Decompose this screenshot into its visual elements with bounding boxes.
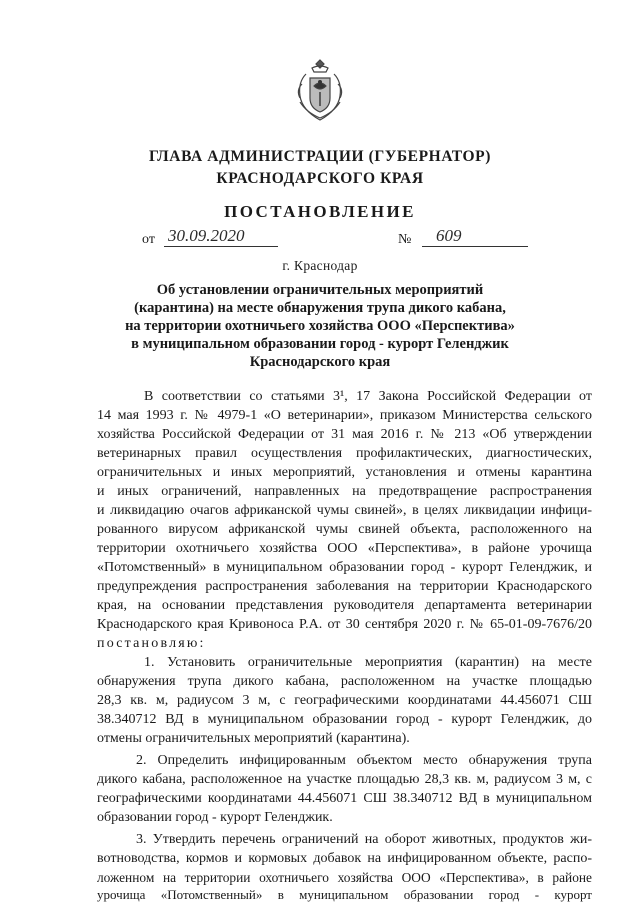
- body-line: дикого кабана, расположенное на участке площадью 28,3 кв. м, радиусом 3 м, с: [97, 772, 592, 787]
- body-line: обнаружения трупа дикого кабана, расположенном на участке площадью: [97, 674, 592, 689]
- body-line: отмены ограничительных мероприятий (карантина).: [97, 731, 410, 746]
- body-line: ограничительных и иных мероприятий, установления и отмены карантина: [97, 465, 592, 480]
- coat-of-arms-icon: [292, 56, 348, 124]
- date-value: 30.09.2020: [164, 226, 278, 247]
- title-line: Об установлении ограничительных мероприятий: [156, 282, 484, 298]
- body-line: территории охотничьего хозяйства ООО «Перспектива», в районе урочища: [97, 541, 592, 556]
- body-line: 14 мая 1993 г. № 4979-1 «О ветеринарии», приказом Министерства сельского: [97, 408, 592, 423]
- title-line: (карантина) на месте обнаружения трупа дикого кабана,: [134, 300, 506, 316]
- body-line: и ликвидацию очагов африканской чумы свиней», в целях ликвидации инфици-: [97, 503, 592, 518]
- title-line: Краснодарского края: [249, 354, 391, 370]
- body-line: Краснодарского края Кривоноса Р.А. от 30 сентября 2020 г. № 65-01-09-7676/20: [97, 617, 592, 632]
- date-label: от: [142, 232, 155, 247]
- body-line: и иных ограничений, направленных на предотвращение распространения: [97, 484, 592, 499]
- body-line: края, на основании представления руководителя департамента ветеринарии: [97, 598, 592, 613]
- document-type: ПОСТАНОВЛЕНИЕ: [224, 202, 416, 221]
- body-line: ветеринарных правил осуществления профилактических, диагностических,: [97, 446, 592, 461]
- issuer-title: ГЛАВА АДМИНИСТРАЦИИ (ГУБЕРНАТОР): [149, 148, 491, 165]
- body-line: вотноводства, кормов и кормовых добавок на инфицированном объекте, распо-: [97, 851, 592, 866]
- body-line: 38.340712 ВД в муниципальном образовании город - курорт Геленджик, до: [97, 712, 592, 727]
- body-line: предупреждения распространения заболевания на территории Краснодарского: [97, 579, 592, 594]
- body-line: образовании город - курорт Геленджик.: [97, 810, 333, 825]
- city: г. Краснодар: [282, 258, 358, 273]
- number-value: 609: [422, 226, 528, 247]
- body-line: географическими координатами 44.456071 СШ 38.340712 ВД в муниципальном: [97, 791, 592, 806]
- number-label: №: [398, 232, 412, 247]
- body-line: рованного вирусом африканской чумы свиней объекта, расположенного на: [97, 522, 592, 537]
- body-line: 28,3 кв. м, радиусом 3 м, с географическими координатами 44.456071 СШ: [97, 693, 592, 708]
- body-line: В соответствии со статьями 3¹, 17 Закона Российской Федерации от: [144, 389, 592, 404]
- body-line: «Потомственный» в муниципальном образовании город - курорт Геленджик, и: [97, 560, 592, 575]
- body-line: урочища «Потомственный» в муниципальном образовании город - курорт: [97, 887, 592, 902]
- body-line: хозяйства Российской Федерации от 31 мая 2016 г. № 213 «Об утверждении: [97, 427, 592, 442]
- resolution-word: постановляю:: [97, 636, 206, 651]
- body-line: 1. Установить ограничительные мероприятия (карантин) на месте: [144, 655, 592, 670]
- body-line: ложенном на территории охотничьего хозяйства ООО «Перспектива», в районе: [97, 870, 592, 885]
- body-line: 3. Утвердить перечень ограничений на оборот животных, продуктов жи-: [136, 832, 592, 847]
- body-line: 2. Определить инфицированным объектом место обнаружения трупа: [136, 753, 592, 768]
- title-line: в муниципальном образовании город - курорт Геленджик: [131, 336, 509, 352]
- title-line: на территории охотничьего хозяйства ООО «Перспектива»: [125, 318, 515, 334]
- issuer-region: КРАСНОДАРСКОГО КРАЯ: [216, 170, 424, 187]
